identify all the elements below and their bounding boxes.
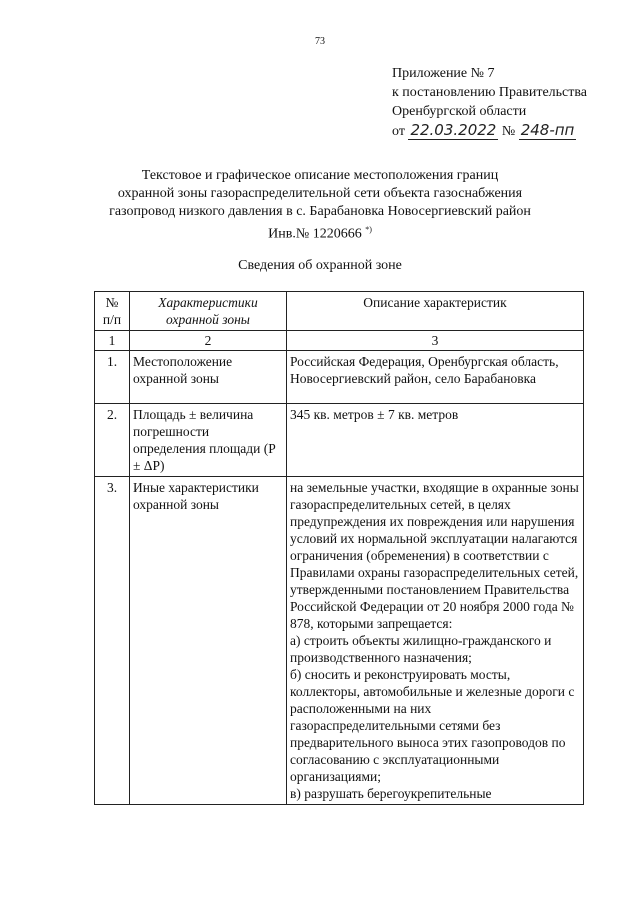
title-line-1: Текстовое и графическое описание местоположения границ: [141, 168, 499, 183]
row-number: 2.: [95, 404, 130, 477]
row-description-text: на земельные участки, входящие в охранные зоны газораспределительных сетей, в целях предупреждения их повреждения или нарушения условий их нормальной эксплуатации налагаются ограничения (обременения) в соответствии с Правилами охраны газораспределительных сетей, утвержденными постановлением Правительства Российской Федерации от 20 ноября 2000 года № 878, которыми запрещается: а) строить объекты жилищно-гражданского и производственного назначения; б) сносить и реконструировать мосты, коллекторы, автомобильные и железные дороги с расположенными на них газораспределительными сетями без предварительного выноса этих газопроводов по согласованию с эксплуатационными организациями; в) разрушать берегоукрепительные: [290, 480, 579, 801]
document-title: [80, 167, 560, 244]
zone-table: [94, 291, 584, 805]
header-characteristics: Характеристики охранной зоны: [130, 292, 287, 331]
table-row: [95, 351, 584, 404]
appendix-line-1: Приложение № 7: [392, 66, 495, 81]
table-header-row: [95, 292, 584, 331]
row-characteristic: Иные характеристики охранной зоны: [130, 477, 287, 805]
row-characteristic: Местоположение охранной зоны: [130, 351, 287, 404]
section-title: Сведения об охранной зоне: [238, 258, 402, 273]
appendix-line-3: Оренбургской области: [392, 104, 527, 119]
row-description: [287, 477, 584, 805]
handwritten-date: 22.03.2022: [410, 121, 497, 139]
page-number: 73: [315, 36, 325, 47]
row-description: 345 кв. метров ± 7 кв. метров: [287, 404, 584, 477]
handwritten-number: 248-пп: [520, 121, 575, 139]
column-number-1: 1: [95, 331, 130, 351]
row-characteristic: Площадь ± величина погрешности определения площади (P ± ΔP): [130, 404, 287, 477]
appendix-block: [392, 64, 587, 141]
column-number-row: [95, 331, 584, 351]
title-line-4: [80, 221, 560, 244]
header-description: Описание характеристик: [287, 292, 584, 331]
title-line-2: охранной зоны газораспределительной сети объекта газоснабжения: [117, 186, 523, 201]
column-number-2: 2: [130, 331, 287, 351]
appendix-line-2: к постановлению Правительства: [392, 85, 588, 100]
footnote-mark: *): [365, 225, 372, 234]
date-prefix: от: [392, 124, 405, 139]
title-line-3: газопровод низкого давления в с. Барабановка Новосергиевский район: [109, 204, 531, 219]
row-description: Российская Федерация, Оренбургская область, Новосергиевский район, село Барабановка: [287, 351, 584, 404]
row-number: 1.: [95, 351, 130, 404]
table-row: [95, 404, 584, 477]
number-prefix: №: [501, 124, 516, 139]
appendix-date-line: [392, 121, 587, 141]
inventory-number: Инв.№ 1220666: [268, 226, 362, 242]
column-number-3: 3: [287, 331, 584, 351]
header-number: № п/п: [95, 292, 130, 331]
table-row: [95, 477, 584, 805]
row-number: 3.: [95, 477, 130, 805]
